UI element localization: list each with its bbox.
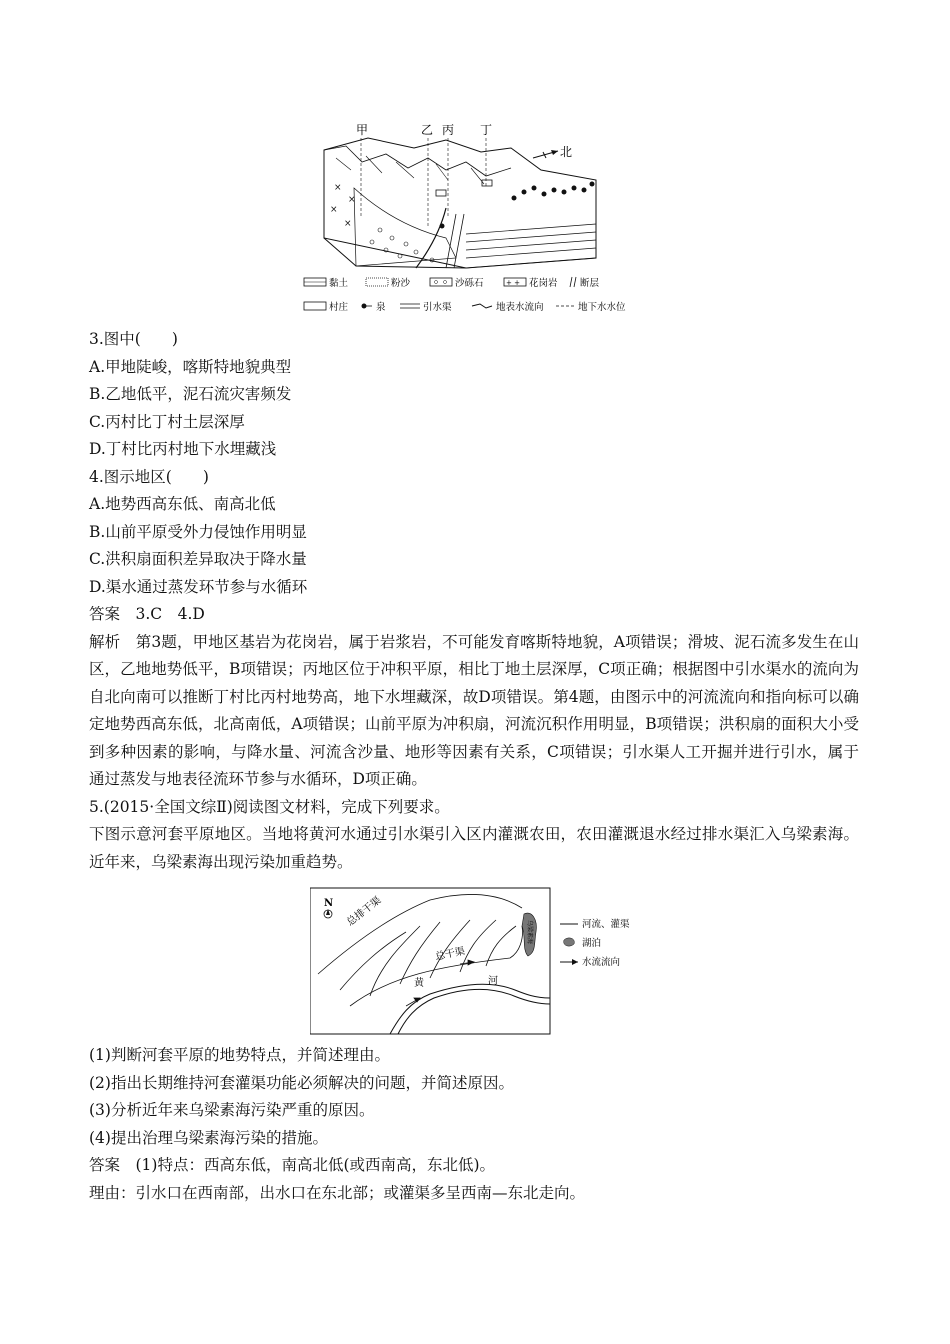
legend-gravel: 沙砾石 [455, 278, 484, 289]
svg-text:×: × [334, 183, 342, 193]
svg-text:×: × [348, 195, 356, 205]
block-diagram-figure [296, 118, 656, 320]
q3-option-c: C.丙村比丁村土层深厚 [89, 412, 245, 431]
legend-spring: 泉 [376, 302, 386, 313]
svg-text:×: × [330, 205, 338, 215]
river-label-2: 河 [488, 976, 498, 987]
canal-main-drain-label: 总排干渠 [345, 895, 384, 929]
terrain-block [324, 138, 596, 268]
q3-option-a: A.甲地陡峻，喀斯特地貌典型 [89, 357, 292, 376]
legend-lake: 湖泊 [582, 938, 602, 949]
legend-water-table: 地下水水位 [578, 302, 626, 313]
q4-stem: 4.图示地区( ) [89, 467, 209, 486]
label-ding: 丁 [480, 123, 493, 137]
q5-part-3: (3)分析近年来乌梁素海污染严重的原因。 [89, 1101, 375, 1119]
label-north: 北 [560, 145, 573, 159]
legend-river-canal: 河流、灌渠 [582, 919, 630, 930]
yellow-river [390, 984, 550, 1034]
q4-option-c: C.洪积扇面积差异取决于降水量 [89, 550, 307, 568]
label-bing: 丙 [442, 123, 455, 137]
svg-text:×: × [344, 219, 352, 229]
legend-silt: 粉沙 [391, 278, 411, 289]
q5-stem: 5.(2015·全国文综Ⅱ)阅读图文材料，完成下列要求。 [89, 797, 450, 816]
north-arrow-icon [533, 150, 558, 158]
q4-option-d: D.渠水通过蒸发环节参与水循环 [89, 577, 308, 596]
q5-answer: 答案 (1)特点：西高东低，南高北低(或西南高，东北低)。 [89, 1156, 496, 1174]
q5-part-4: (4)提出治理乌梁素海污染的措施。 [89, 1128, 328, 1147]
legend-row-1 [304, 277, 600, 289]
legend-clay: 黏土 [329, 278, 349, 289]
spring-icon [440, 224, 445, 229]
legend-village: 村庄 [329, 302, 349, 313]
analysis-3-4: 解析 第3题，甲地区基岩为花岗岩，属于岩浆岩，不可能发育喀斯特地貌，A项错误；滑坡、泥石流多发生在山区，乙地地势低平，B项错误；丙地区位于冲积平原，相比丁地土层深厚，C项正确；根据图中引水渠水的流向为自北向南可以推断丁村比丙村地势高，地下水埋藏深，故D项错误。第4题，由图示中的河流流向和指向标可以确定地势西高东低，北高南低，A项错误；山前平原为冲积扇，河流沉积作用明显，B项错误；洪积扇的面积大小受到多种因素的影响，与降水量、河流含沙量、地形等因素有关系，C项错误；引水渠人工开掘并进行引水，属于通过蒸发与地表径流环节参与水循环，D项正确。 [89, 632, 859, 788]
legend-surface-flow: 地表水流向 [496, 302, 544, 313]
north-label: N [324, 898, 334, 909]
q5-part-2: (2)指出长期维持河套灌渠功能必须解决的问题，并简述原因。 [89, 1073, 514, 1092]
legend-flow-direction: 水流流向 [582, 957, 621, 968]
label-jia: 甲 [356, 123, 369, 137]
q5-material: 下图示意河套平原地区。当地将黄河水通过引水渠引入区内灌溉农田，农田灌溉退水经过排水渠汇入乌梁素海。近年来，乌梁素海出现污染加重趋势。 [89, 825, 859, 871]
map-legend [560, 918, 630, 968]
question-5-parts [89, 1042, 859, 1207]
hetao-map-figure [310, 886, 640, 1036]
q5-part-1: (1)判断河套平原的地势特点，并简述理由。 [89, 1046, 390, 1064]
river-label-1: 黄 [414, 978, 424, 989]
q4-option-b: B.山前平原受外力侵蚀作用明显 [89, 522, 307, 541]
q4-option-a: A.地势西高东低、南高北低 [89, 495, 276, 513]
q5-reason: 理由：引水口在西南部，出水口在东北部；或灌渠多呈西南—东北走向。 [89, 1183, 586, 1202]
canal-network [318, 894, 523, 1006]
questions-3-4 [89, 326, 859, 876]
legend-row-2 [304, 301, 626, 313]
legend-canal: 引水渠 [423, 302, 452, 313]
lake-label: 乌梁素海 [526, 920, 533, 945]
legend-fault: 断层 [580, 278, 600, 289]
answer-3-4: 答案 3.C 4.D [89, 605, 205, 623]
label-yi: 乙 [421, 123, 434, 137]
q3-stem: 3.图中( ) [89, 330, 178, 348]
svg-text:+ +: + + [506, 279, 520, 287]
legend-granite: 花岗岩 [529, 278, 558, 289]
north-arrow-icon [324, 909, 332, 918]
q3-option-b: B.乙地低平，泥石流灾害频发 [89, 385, 292, 403]
q3-option-d: D.丁村比丙村地下水埋藏浅 [89, 440, 277, 458]
canal-main-label: 总干渠 [434, 945, 466, 963]
